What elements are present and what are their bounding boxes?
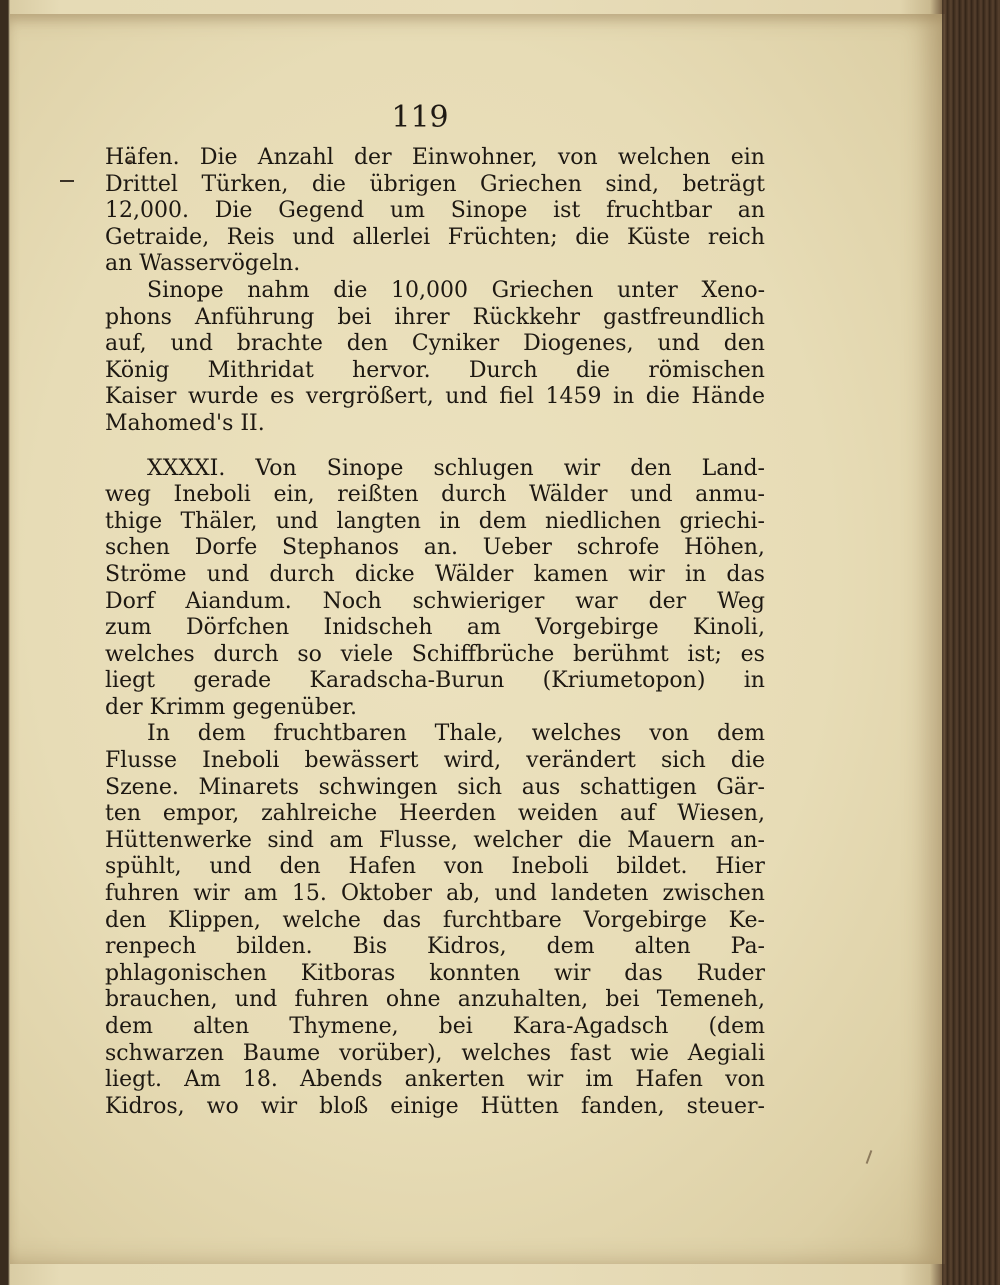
text-line: renpech bilden. Bis Kidros, dem alten Pa- <box>105 934 765 960</box>
text-line: an Wasservögeln. <box>105 251 301 277</box>
text-line: welches durch so viele Schiffbrüche berühmt ist; es <box>105 641 765 667</box>
text-line: phlagonischen Kitboras konnten wir das Ruder <box>105 960 765 986</box>
text-line: Dorf Aiandum. Noch schwieriger war der Weg <box>105 588 765 614</box>
text-line: König Mithridat hervor. Durch die römischen <box>105 357 765 383</box>
text-line: XXXXI. Von Sinope schlugen wir den Land- <box>147 455 765 481</box>
text-line: Ströme und durch dicke Wälder kamen wir in das <box>105 561 765 587</box>
text-line: phons Anführung bei ihrer Rückkehr gastfreundlich <box>105 304 765 330</box>
text-line: Mahomed's II. <box>105 410 265 436</box>
text-line: Kidros, wo wir bloß einige Hütten fanden, steuer- <box>105 1093 765 1119</box>
text-line: auf, und brachte den Cyniker Diogenes, und den <box>105 331 765 357</box>
text-line: Getraide, Reis und allerlei Früchten; die Küste reich <box>105 224 765 250</box>
text-line: Hüttenwerke sind am Flusse, welcher die Mauern an- <box>105 827 765 853</box>
text-line: ten empor, zahlreiche Heerden weiden auf Wiesen, <box>105 801 765 827</box>
text-line: In dem fruchtbaren Thale, welches von dem <box>147 721 765 747</box>
text-line: weg Ineboli ein, reißten durch Wälder und anmu- <box>105 482 765 508</box>
text-line: liegt. Am 18. Abends ankerten wir im Hafen von <box>105 1067 765 1093</box>
text-line: thige Thäler, und langten in dem niedlichen griechi- <box>105 508 765 534</box>
text-line: schen Dorfe Stephanos an. Ueber schrofe Höhen, <box>105 535 765 561</box>
text-line: spühlt, und den Hafen von Ineboli bildet. Hier <box>105 854 765 880</box>
margin-mark <box>60 180 74 182</box>
text-line: dem alten Thymene, bei Kara-Agadsch (dem <box>105 1014 765 1039</box>
text-line: zum Dörfchen Inidscheh am Vorgebirge Kinoli, <box>105 615 765 641</box>
text-line: liegt gerade Karadscha-Burun (Kriumetopon) in <box>105 668 765 694</box>
text-line: Kaiser wurde es vergrößert, und fiel 1459 in die Hände <box>105 384 765 410</box>
text-line: brauchen, und fuhren ohne anzuhalten, bei Temeneh, <box>105 987 765 1013</box>
body-text <box>105 145 765 1120</box>
text-line: Häfen. Die Anzahl der Einwohner, von welchen ein <box>105 145 765 170</box>
text-line: Szene. Minarets schwingen sich aus schattigen Gär- <box>105 774 765 800</box>
book-edge <box>942 0 1000 1285</box>
text-line: schwarzen Baume vorüber), welches fast wie Aegiali <box>105 1040 765 1066</box>
text-line: 12,000. Die Gegend um Sinope ist fruchtbar an <box>105 198 765 224</box>
text-line: den Klippen, welche das furchtbare Vorgebirge Ke- <box>105 907 765 933</box>
text-line: Sinope nahm die 10,000 Griechen unter Xeno- <box>147 277 765 303</box>
text-line: Drittel Türken, die übrigen Griechen sind, beträgt <box>105 171 765 197</box>
page-number: 119 <box>391 100 449 135</box>
text-line: fuhren wir am 15. Oktober ab, und landeten zwischen <box>105 881 765 907</box>
text-line: Flusse Ineboli bewässert wird, verändert sich die <box>105 748 765 774</box>
text-line: der Krimm gegenüber. <box>105 694 358 720</box>
